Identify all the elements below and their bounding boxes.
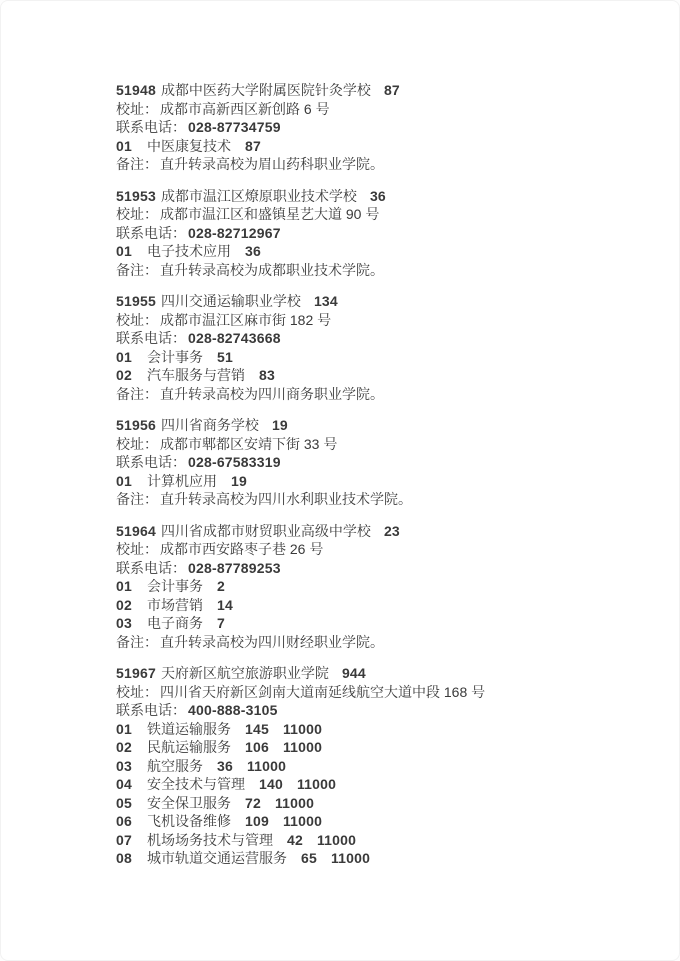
address-line xyxy=(116,100,679,119)
phone-label: 联系电话： xyxy=(116,330,186,346)
program-row xyxy=(116,720,679,739)
program-code: 01 xyxy=(116,720,132,737)
remark-label: 备注： xyxy=(116,385,158,402)
program-count: 140 xyxy=(258,776,283,792)
program-code: 02 xyxy=(116,367,132,383)
address-value: 成都市高新西区新创路 6 号 xyxy=(160,100,330,117)
address-value: 成都市西安路枣子巷 26 号 xyxy=(160,541,324,557)
school-block xyxy=(116,664,679,868)
phone-value: 400-888-3105 xyxy=(188,702,278,718)
address-line xyxy=(116,205,679,224)
school-header-line xyxy=(116,292,679,311)
phone-line xyxy=(116,329,679,348)
phone-value: 028-82712967 xyxy=(188,224,281,241)
program-row xyxy=(116,137,679,156)
school-name: 四川省商务学校 xyxy=(160,417,259,433)
programs-list xyxy=(116,242,679,261)
program-count: 145 xyxy=(244,720,269,737)
program-row xyxy=(116,614,679,633)
program-tuition: 11000 xyxy=(316,831,357,848)
school-block xyxy=(116,187,679,280)
program-tuition: 11000 xyxy=(282,813,323,829)
school-count: 36 xyxy=(369,187,386,204)
program-code: 04 xyxy=(116,776,132,792)
program-code: 08 xyxy=(116,850,132,866)
program-row xyxy=(116,472,679,491)
phone-value: 028-87734759 xyxy=(188,119,281,135)
program-row xyxy=(116,366,679,385)
program-row xyxy=(116,757,679,776)
school-count: 87 xyxy=(383,82,400,98)
school-code: 51964 xyxy=(116,522,156,539)
program-code: 02 xyxy=(116,596,132,613)
program-row xyxy=(116,596,679,615)
program-name: 城市轨道交通运营服务 xyxy=(146,850,287,866)
programs-list xyxy=(116,137,679,156)
school-header-line xyxy=(116,187,679,206)
phone-line xyxy=(116,224,679,243)
program-count: 36 xyxy=(244,243,261,259)
program-count: 7 xyxy=(216,615,225,631)
programs-list xyxy=(116,720,679,868)
remark-value: 直升转录高校为四川财经职业学院。 xyxy=(160,633,384,650)
school-count: 23 xyxy=(383,522,400,539)
program-name: 会计事务 xyxy=(146,578,203,594)
program-code: 05 xyxy=(116,794,132,811)
remark-line xyxy=(116,261,679,280)
program-row xyxy=(116,812,679,831)
address-label: 校址： xyxy=(116,100,158,117)
program-name: 飞机设备维修 xyxy=(146,813,231,829)
school-code: 51955 xyxy=(116,293,156,309)
school-name: 四川省成都市财贸职业高级中学校 xyxy=(160,522,371,539)
program-name: 电子商务 xyxy=(146,615,203,631)
program-code: 01 xyxy=(116,137,132,154)
school-code: 51956 xyxy=(116,417,156,433)
program-tuition: 11000 xyxy=(296,776,337,792)
program-name: 电子技术应用 xyxy=(146,243,231,259)
address-label: 校址： xyxy=(116,435,158,452)
phone-line xyxy=(116,453,679,472)
school-block xyxy=(116,292,679,403)
address-label: 校址： xyxy=(116,311,158,328)
program-code: 01 xyxy=(116,243,132,259)
program-name: 铁道运输服务 xyxy=(146,720,231,737)
remark-value: 直升转录高校为四川水利职业技术学院。 xyxy=(160,491,412,507)
program-name: 安全技术与管理 xyxy=(146,776,245,792)
program-count: 19 xyxy=(230,472,247,489)
address-line xyxy=(116,311,679,330)
remark-line xyxy=(116,155,679,174)
program-code: 06 xyxy=(116,813,132,829)
program-count: 106 xyxy=(244,739,269,755)
remark-value: 直升转录高校为眉山药科职业学院。 xyxy=(160,156,384,172)
program-row xyxy=(116,348,679,367)
school-code: 51948 xyxy=(116,82,156,98)
address-label: 校址： xyxy=(116,206,158,222)
address-value: 四川省天府新区剑南大道南延线航空大道中段 168 号 xyxy=(160,683,486,700)
program-tuition: 11000 xyxy=(246,757,287,774)
program-count: 65 xyxy=(300,850,317,866)
program-tuition: 11000 xyxy=(274,794,315,811)
address-value: 成都市温江区麻市街 182 号 xyxy=(160,311,332,328)
address-value: 成都市郫都区安靖下街 33 号 xyxy=(160,435,338,452)
school-name: 天府新区航空旅游职业学院 xyxy=(160,665,329,681)
school-count: 134 xyxy=(313,293,338,309)
program-tuition: 11000 xyxy=(282,720,323,737)
phone-value: 028-82743668 xyxy=(188,330,281,346)
school-block xyxy=(116,416,679,509)
phone-label: 联系电话： xyxy=(116,702,186,718)
program-count: 14 xyxy=(216,596,233,613)
phone-label: 联系电话： xyxy=(116,224,186,241)
remark-label: 备注： xyxy=(116,261,158,278)
program-name: 市场营销 xyxy=(146,596,203,613)
program-count: 83 xyxy=(258,367,275,383)
program-row xyxy=(116,775,679,794)
program-tuition: 11000 xyxy=(330,850,371,866)
program-name: 民航运输服务 xyxy=(146,739,231,755)
program-name: 航空服务 xyxy=(146,757,203,774)
programs-list xyxy=(116,348,679,385)
phone-value: 028-67583319 xyxy=(188,454,281,470)
program-code: 03 xyxy=(116,615,132,631)
school-name: 四川交通运输职业学校 xyxy=(160,293,301,309)
schools-list xyxy=(1,1,679,868)
school-count: 944 xyxy=(341,665,366,681)
program-code: 01 xyxy=(116,578,132,594)
school-count: 19 xyxy=(271,417,288,433)
program-name: 机场场务技术与管理 xyxy=(146,831,273,848)
program-name: 计算机应用 xyxy=(146,472,217,489)
program-row xyxy=(116,849,679,868)
phone-value: 028-87789253 xyxy=(188,559,281,576)
remark-value: 直升转录高校为成都职业技术学院。 xyxy=(160,261,384,278)
remark-label: 备注： xyxy=(116,156,158,172)
program-code: 02 xyxy=(116,739,132,755)
school-header-line xyxy=(116,81,679,100)
program-row xyxy=(116,242,679,261)
program-row xyxy=(116,794,679,813)
school-block xyxy=(116,522,679,652)
phone-label: 联系电话： xyxy=(116,454,186,470)
program-code: 07 xyxy=(116,831,132,848)
address-value: 成都市温江区和盛镇星艺大道 90 号 xyxy=(160,206,380,222)
program-tuition: 11000 xyxy=(282,739,323,755)
program-count: 42 xyxy=(286,831,303,848)
program-count: 2 xyxy=(216,578,225,594)
program-count: 72 xyxy=(244,794,261,811)
phone-label: 联系电话： xyxy=(116,119,186,135)
program-name: 安全保卫服务 xyxy=(146,794,231,811)
program-count: 109 xyxy=(244,813,269,829)
programs-list xyxy=(116,577,679,633)
school-code: 51953 xyxy=(116,187,156,204)
remark-label: 备注： xyxy=(116,491,158,507)
phone-label: 联系电话： xyxy=(116,559,186,576)
program-count: 87 xyxy=(244,137,261,154)
address-label: 校址： xyxy=(116,541,158,557)
remark-line xyxy=(116,490,679,509)
remark-line xyxy=(116,633,679,652)
program-row xyxy=(116,738,679,757)
school-code: 51967 xyxy=(116,665,156,681)
remark-line xyxy=(116,385,679,404)
school-name: 成都市温江区燎原职业技术学校 xyxy=(160,187,357,204)
programs-list xyxy=(116,472,679,491)
program-name: 会计事务 xyxy=(146,348,203,365)
program-count: 51 xyxy=(216,348,233,365)
school-name: 成都中医药大学附属医院针灸学校 xyxy=(160,82,371,98)
program-name: 汽车服务与营销 xyxy=(146,367,245,383)
program-row xyxy=(116,831,679,850)
program-code: 01 xyxy=(116,348,132,365)
phone-line xyxy=(116,701,679,720)
program-row xyxy=(116,577,679,596)
address-line xyxy=(116,435,679,454)
school-header-line xyxy=(116,416,679,435)
school-block xyxy=(116,81,679,174)
remark-value: 直升转录高校为四川商务职业学院。 xyxy=(160,385,384,402)
remark-label: 备注： xyxy=(116,633,158,650)
school-header-line xyxy=(116,664,679,683)
address-line xyxy=(116,683,679,702)
program-code: 01 xyxy=(116,472,132,489)
phone-line xyxy=(116,559,679,578)
program-name: 中医康复技术 xyxy=(146,137,231,154)
phone-line xyxy=(116,118,679,137)
program-code: 03 xyxy=(116,757,132,774)
address-label: 校址： xyxy=(116,683,158,700)
address-line xyxy=(116,540,679,559)
school-header-line xyxy=(116,522,679,541)
program-count: 36 xyxy=(216,757,233,774)
